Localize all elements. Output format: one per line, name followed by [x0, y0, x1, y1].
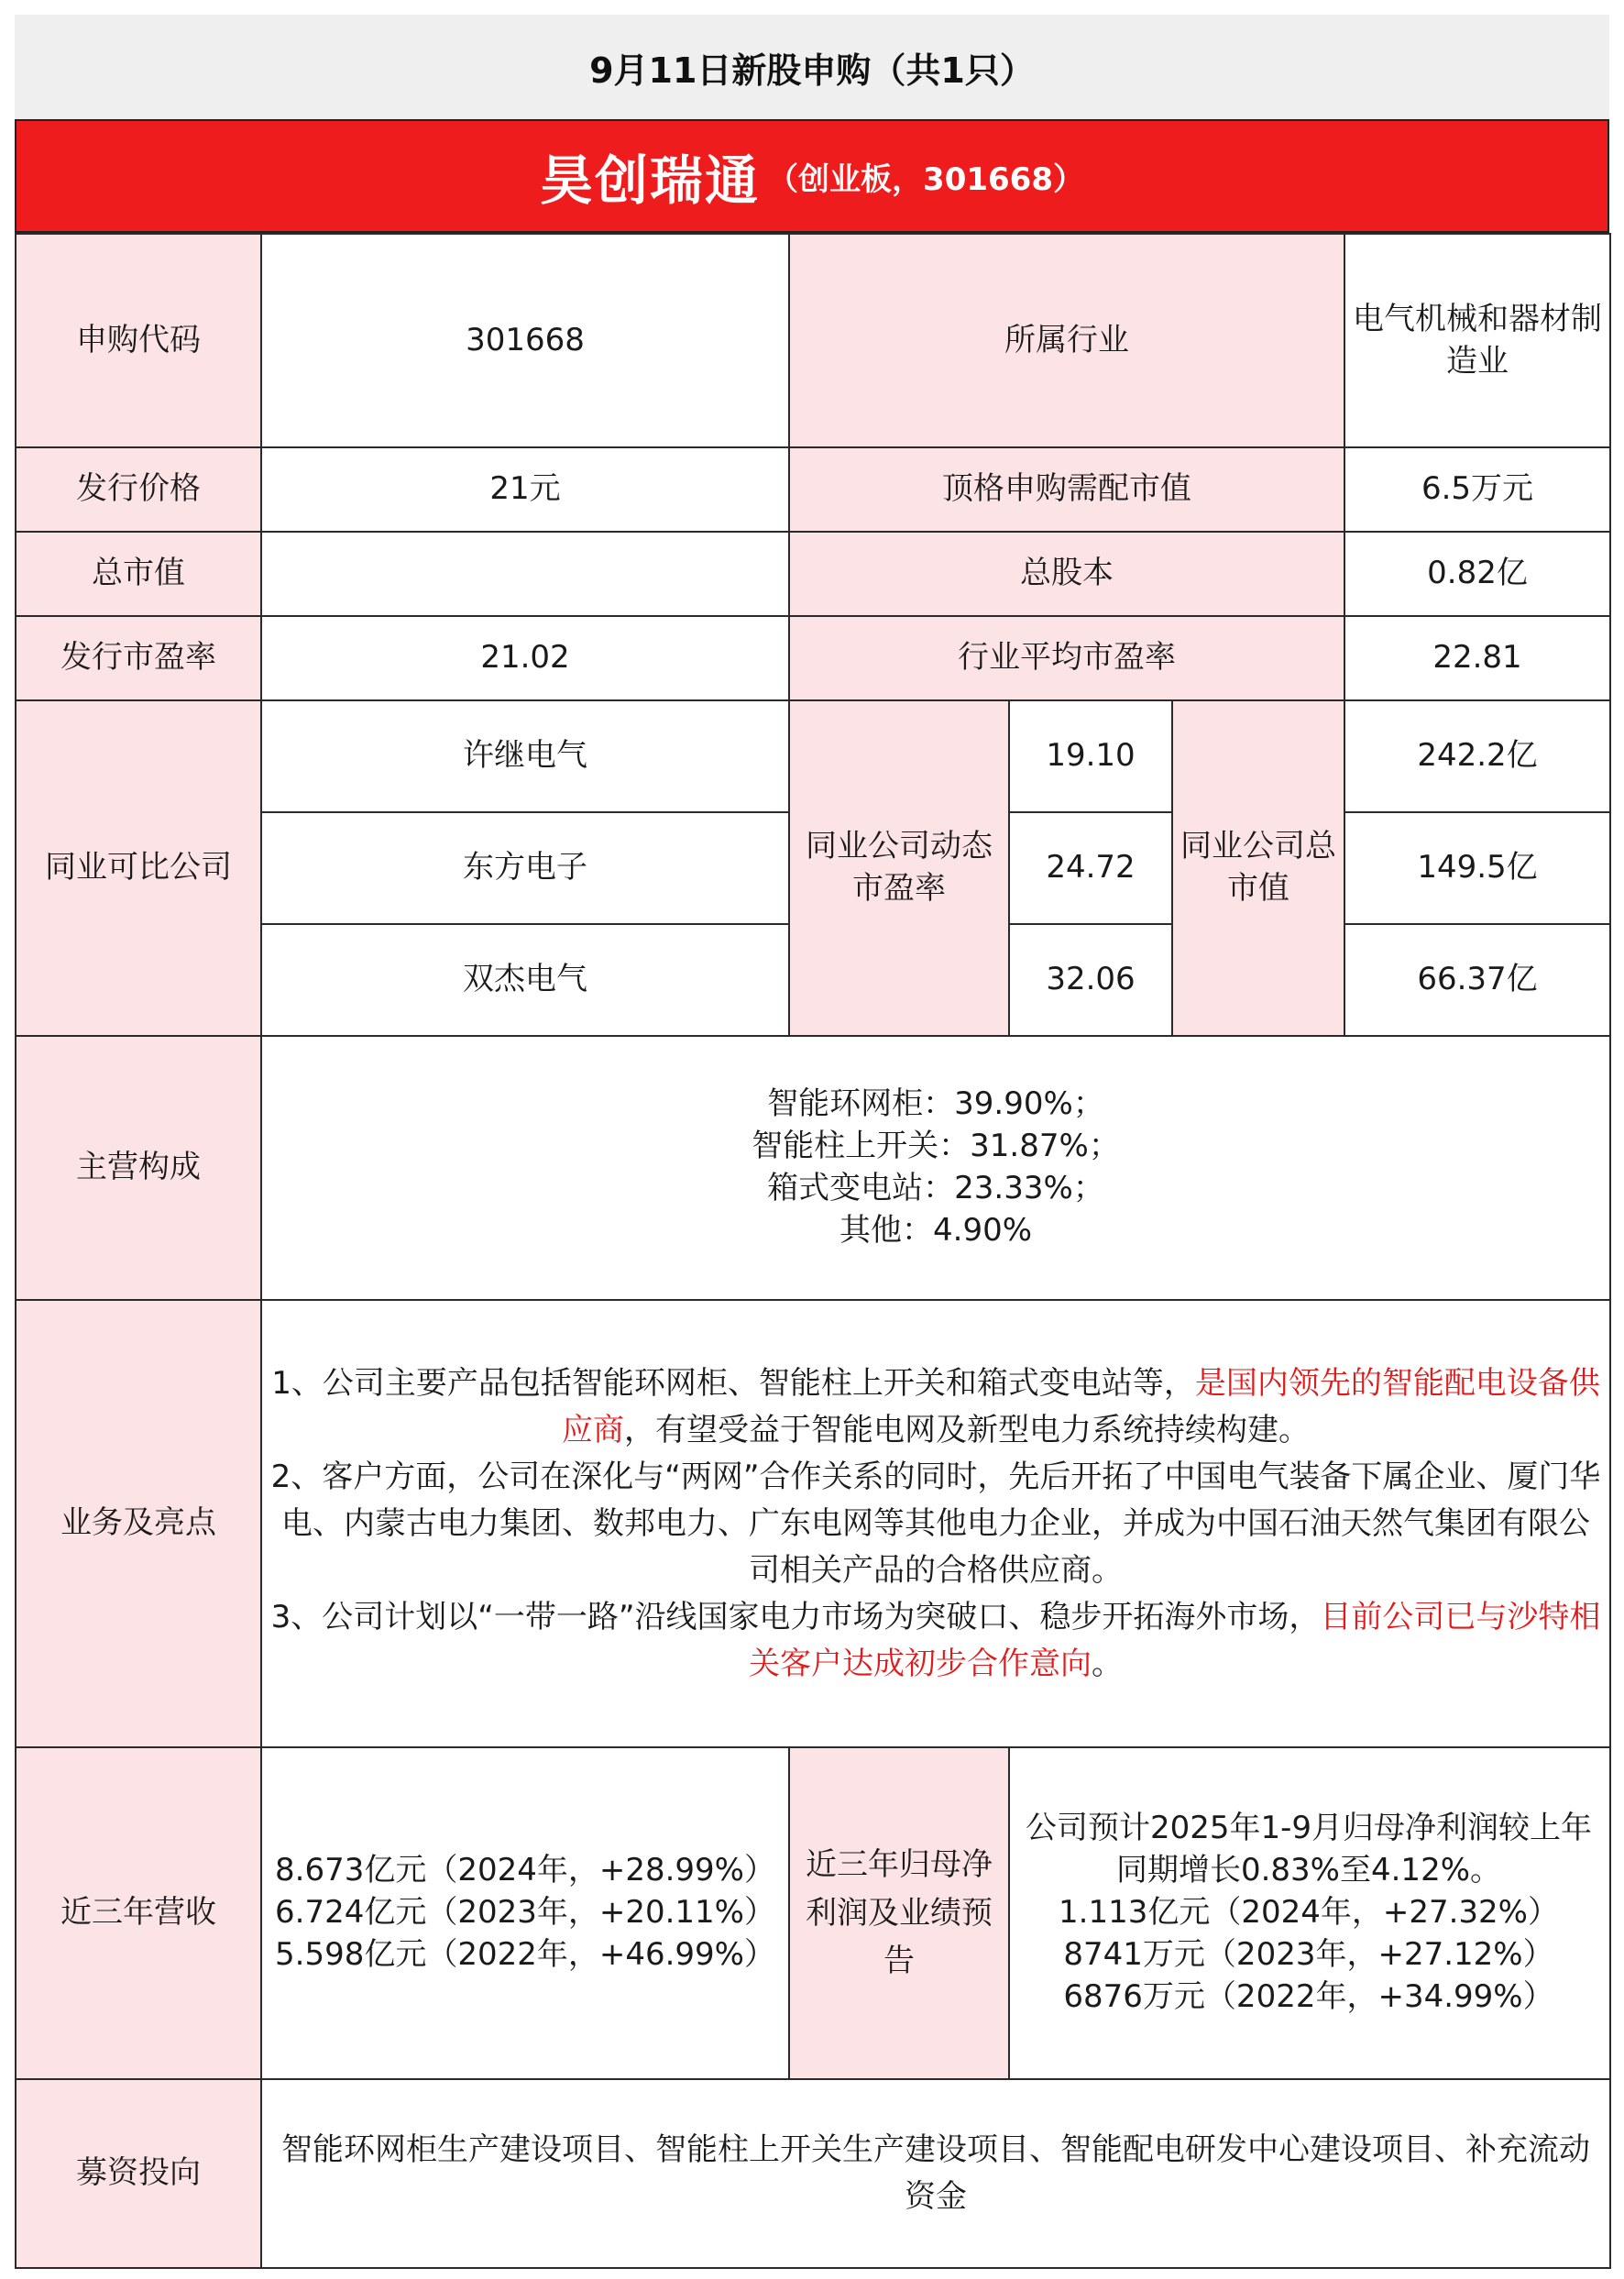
- peer-name: 双杰电气: [261, 924, 789, 1036]
- industry-label: 所属行业: [789, 234, 1344, 447]
- industry-pe-value: 22.81: [1344, 616, 1610, 700]
- revenue-item: 8.673亿元（2024年，+28.99%）: [275, 1852, 775, 1889]
- peers-cap-label: 同业公司总市值: [1172, 700, 1344, 1036]
- business-point-2: 2、客户方面，公司在深化与“两网”合作关系的同时，先后开拓了中国电气装备下属企业、厦门华电、内蒙古电力集团、数邦电力、广东电网等其他电力企业，并成为中国石油天然气集团有限公司相关产品的合格供应商。: [270, 1458, 1601, 1589]
- revenue-label: 近三年营收: [16, 1747, 261, 2079]
- business-p1-text: 1、公司主要产品包括智能环网柜、智能柱上开关和箱式变电站等，: [271, 1364, 1195, 1402]
- business-p1-highlight: 是国内领先的智能配电设备供应商: [562, 1364, 1600, 1448]
- business-p1-tail: ，有望受益于智能电网及新型电力系统持续构建。: [624, 1411, 1310, 1448]
- peers-pe-label: 同业公司动态市盈率: [789, 700, 1009, 1036]
- shares-value: 0.82亿: [1344, 532, 1610, 616]
- stock-subtitle: （创业板，301668）: [767, 160, 1084, 198]
- industry-pe-label: 行业平均市盈率: [789, 616, 1344, 700]
- business-p3-text: 3、公司计划以“一带一路”沿线国家电力市场为突破口、稳步开拓海外市场，: [270, 1598, 1321, 1635]
- peer-name: 东方电子: [261, 812, 789, 924]
- stock-name: 昊创瑞通: [540, 149, 761, 212]
- code-label: 申购代码: [16, 234, 261, 447]
- price-value: 21元: [261, 447, 789, 532]
- composition-item: 智能柱上开关：31.87%；: [752, 1128, 1120, 1165]
- funds-value: 智能环网柜生产建设项目、智能柱上开关生产建设项目、智能配电研发中心建设项目、补充流动资金: [261, 2079, 1610, 2268]
- peers-label: 同业可比公司: [16, 700, 261, 1036]
- profit-label: 近三年归母净利润及业绩预告: [789, 1747, 1009, 2079]
- peer-cap: 66.37亿: [1344, 924, 1610, 1036]
- pe-label: 发行市盈率: [16, 616, 261, 700]
- profit-item: 8741万元（2023年，+27.12%）: [1063, 1935, 1554, 1973]
- business-label: 业务及亮点: [16, 1300, 261, 1747]
- business-point-1: [269, 1360, 1602, 1454]
- revenue-list: [261, 1747, 789, 2079]
- profit-forecast: 公司预计2025年1-9月归母净利润较上年同期增长0.83%至4.12%。: [1025, 1810, 1593, 1889]
- profit-list: [1009, 1747, 1610, 2079]
- peer-pe: 24.72: [1009, 812, 1172, 924]
- industry-value: 电气机械和器材制造业: [1344, 234, 1610, 447]
- price-label: 发行价格: [16, 447, 261, 532]
- profit-item: 1.113亿元（2024年，+27.32%）: [1059, 1894, 1559, 1932]
- code-value: 301668: [261, 234, 789, 447]
- profit-item: 6876万元（2022年，+34.99%）: [1063, 1977, 1554, 2015]
- pe-value: 21.02: [261, 616, 789, 700]
- mktcap-value: [261, 532, 789, 616]
- peer-pe: 19.10: [1009, 700, 1172, 812]
- business-point-3: [269, 1594, 1602, 1688]
- mktcap-label: 总市值: [16, 532, 261, 616]
- page-title: 9月11日新股申购（共1只）: [15, 15, 1609, 119]
- peer-cap: 149.5亿: [1344, 812, 1610, 924]
- composition-label: 主营构成: [16, 1036, 261, 1300]
- topcap-label: 顶格申购需配市值: [789, 447, 1344, 532]
- composition-item: 其他：4.90%: [839, 1211, 1033, 1249]
- stock-banner: [15, 119, 1609, 233]
- revenue-item: 5.598亿元（2022年，+46.99%）: [275, 1935, 775, 1973]
- shares-label: 总股本: [789, 532, 1344, 616]
- peer-pe: 32.06: [1009, 924, 1172, 1036]
- composition-item: 箱式变电站：23.33%；: [767, 1170, 1104, 1206]
- peer-name: 许继电气: [261, 700, 789, 812]
- funds-label: 募资投向: [16, 2079, 261, 2268]
- revenue-item: 6.724亿元（2023年，+20.11%）: [275, 1894, 775, 1932]
- business-p3-highlight: 目前公司已与沙特相关客户达成初步合作意向: [749, 1598, 1601, 1682]
- ipo-info-table: [15, 233, 1611, 2269]
- composition-item: 智能环网柜：39.90%；: [767, 1085, 1104, 1123]
- peer-cap: 242.2亿: [1344, 700, 1610, 812]
- topcap-value: 6.5万元: [1344, 447, 1610, 532]
- business-text: [261, 1300, 1610, 1747]
- composition-list: [261, 1036, 1610, 1300]
- business-p3-tail: 。: [1092, 1645, 1123, 1682]
